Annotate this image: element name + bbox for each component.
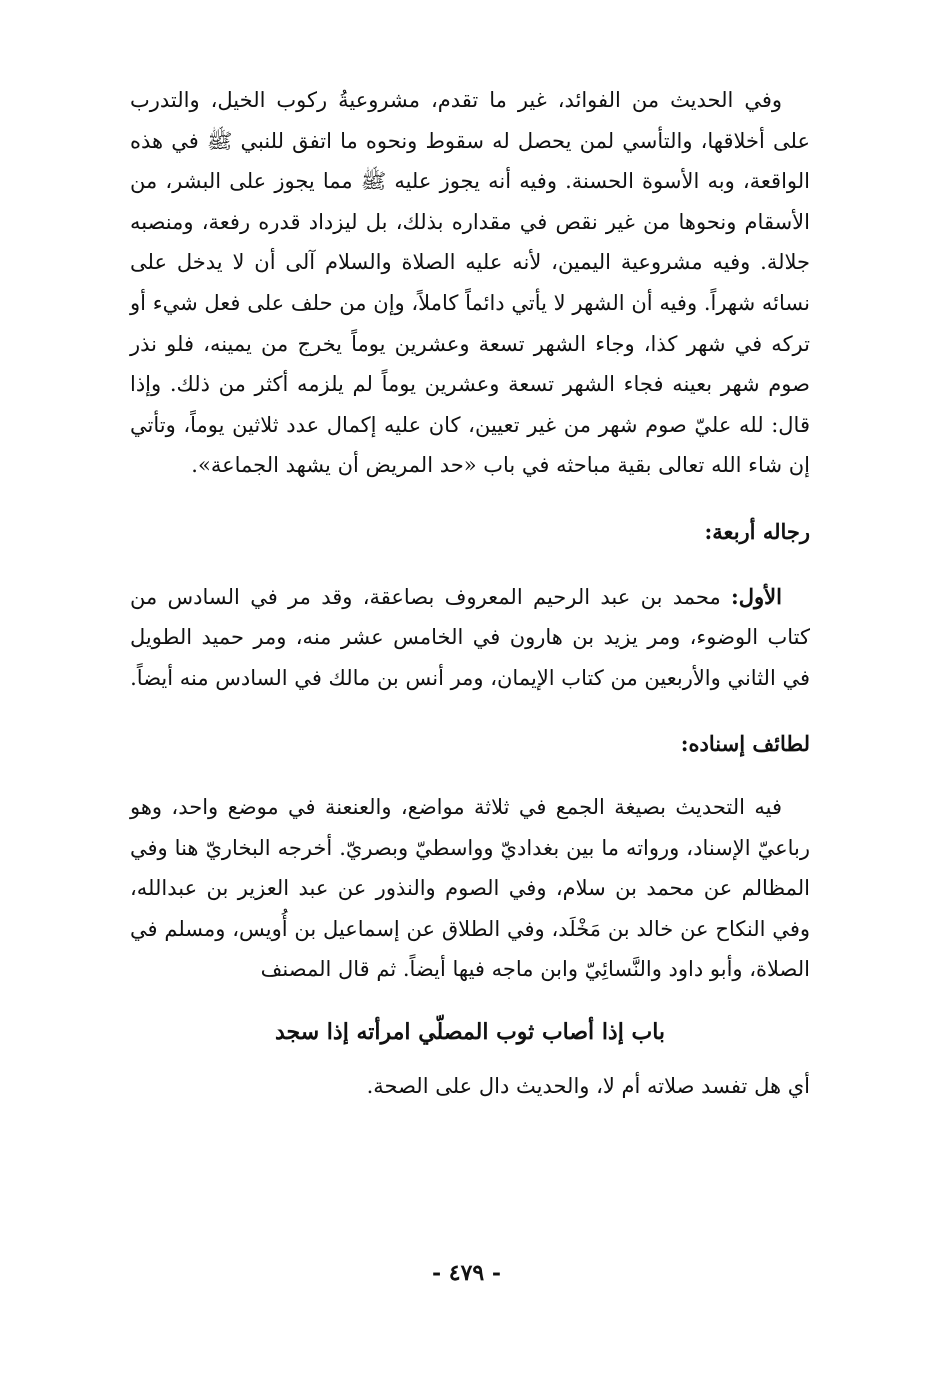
heading-narrators: رجاله أربعة:	[704, 518, 810, 544]
paragraph-first-narrator	[130, 577, 810, 699]
chapter-title: باب إذا أصاب ثوب المصلّي امرأته إذا سجد	[274, 1018, 666, 1045]
paragraph-isnad: فيه التحديث بصيغة الجمع في ثلاثة مواضع، والعنعنة في موضع واحد، وهو رباعيّ الإسناد، ورواته ما بين بغداديّ وواسطيّ وبصريّ. أخرجه البخاريّ هنا وفي المظالم عن محمد بن سلام، وفي الصوم والنذور عن عبد العزير بن عبدالله، وفي النكاح عن خالد بن مَخْلَد، وفي الطلاق عن إسماعيل بن أُويس، ومسلم في الصلاة، وأبو داود والنَّسائِيّ وابن ماجه فيها أيضاً. ثم قال المصنف	[130, 794, 810, 982]
heading-isnad: لطائف إسناده:	[680, 731, 810, 757]
chapter-note: أي هل تفسد صلاته أم لا، والحديث دال على الصحة.	[366, 1074, 810, 1099]
page-body	[130, 80, 810, 1107]
page-number: - ٤٧٩ -	[431, 1260, 502, 1286]
paragraph-benefits: وفي الحديث من الفوائد، غير ما تقدم، مشروعيةُ ركوب الخيل، والتدرب على أخلاقها، والتأسي لمن يحصل له سقوط ونحوه ما اتفق للنبي ﷺ في هذه الواقعة، وبه الأسوة الحسنة. وفيه أنه يجوز عليه ﷺ مما يجوز على البشر، من الأسقام ونحوها من غير نقص في مقداره بذلك، بل ليزداد قدره رفعة، ومنصبه جلالة. وفيه مشروعية اليمين، لأنه عليه الصلاة والسلام آلى أن لا يدخل على نسائه شهراً. وفيه أن الشهر لا يأتي دائماً كاملاً، وإن من حلف على فعل شيء أو تركه في شهر كذا، وجاء الشهر تسعة وعشرين يوماً يخرج من يمينه، فلو نذر صوم شهر بعينه فجاء الشهر تسعة وعشرين يوماً لم يلزمه أكثر من ذلك. وإذا قال: لله عليّ صوم شهر من غير تعيين، كان عليه إكمال عدد ثلاثين يوماً، وتأتي إن شاء الله تعالى بقية مباحثه في باب «حد المريض أن يشهد الجماعة».	[130, 88, 810, 478]
paragraph-text: محمد بن عبد الرحيم المعروف بصاعقة، وقد مر في السادس من كتاب الوضوء، ومر يزيد بن هارون في الخامس عشر منه، ومر حميد الطويل في الثاني والأربعين من كتاب الإيمان، ومر أنس بن مالك في السادس منه أيضاً.	[130, 584, 810, 690]
paragraph-lead: الأول:	[731, 583, 782, 609]
